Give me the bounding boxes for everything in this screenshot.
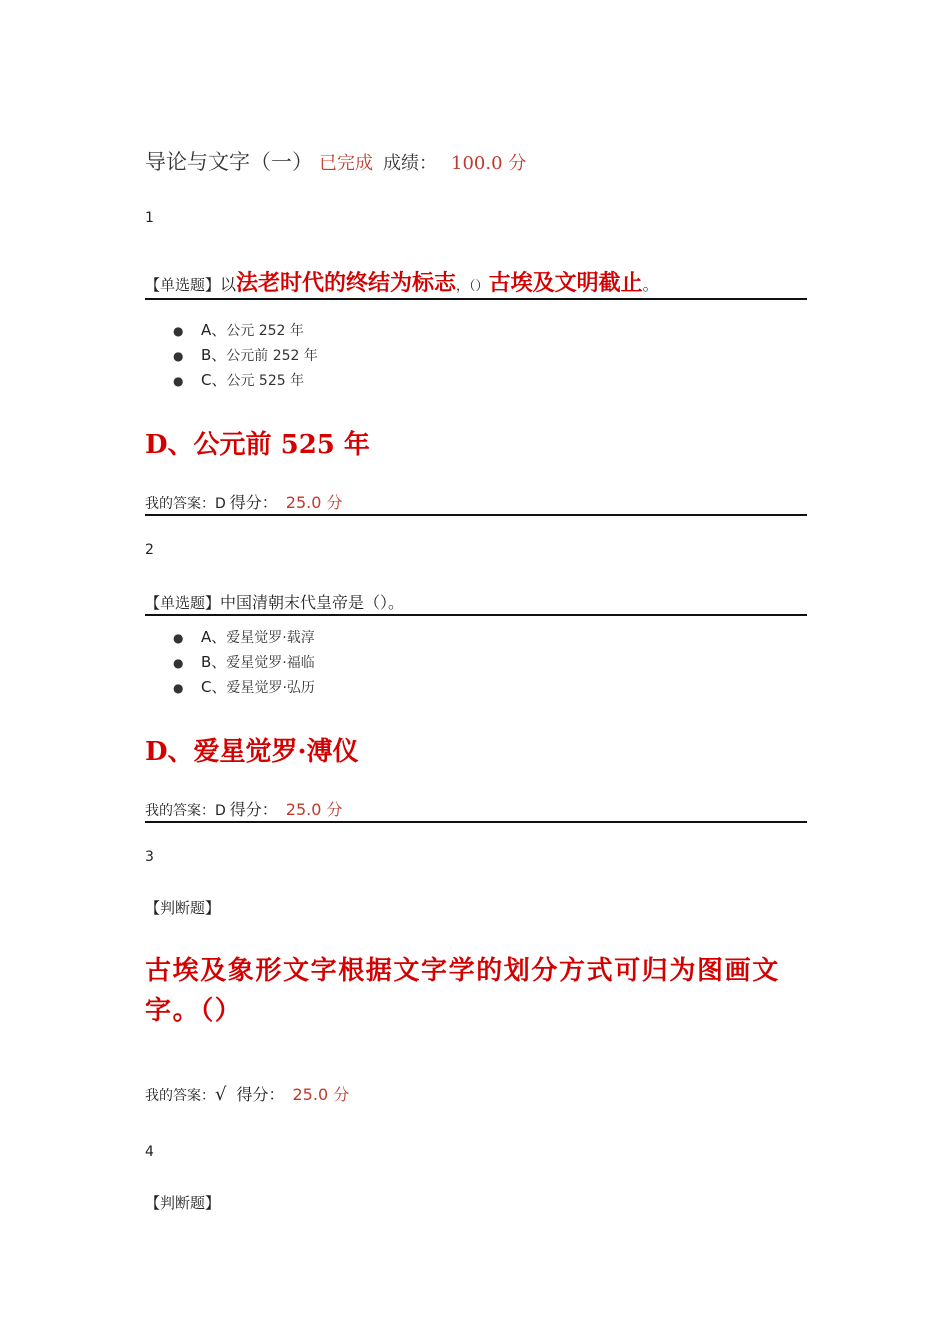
question-number: 3 <box>145 849 154 865</box>
option-key: A、 <box>201 628 227 646</box>
question-type-tag: 【判断题】 <box>145 899 221 917</box>
option-d-highlight[interactable]: D、公元前 525 年 <box>145 430 370 460</box>
option-text: 爱星觉罗·弘历 <box>226 680 315 696</box>
checkmark-icon: √ <box>215 1084 227 1105</box>
option-b[interactable] <box>173 650 315 675</box>
status-badge: 已完成 <box>319 153 373 174</box>
quiz-title: 导论与文字（一） <box>145 150 313 174</box>
option-list <box>173 318 318 393</box>
question-stem <box>145 590 807 616</box>
option-text: 公元 525 年 <box>226 373 305 389</box>
answer-value: D <box>215 496 226 512</box>
option-list <box>173 625 315 700</box>
points-label: 得分： <box>229 800 278 819</box>
bullet-icon: ● <box>173 324 184 338</box>
option-c[interactable] <box>173 368 318 393</box>
option-text: 爱星觉罗·载淳 <box>226 630 315 646</box>
stem-text: 中国清朝末代皇帝是（）。 <box>220 593 405 612</box>
option-text: 公元前 252 年 <box>226 348 318 364</box>
points-value: 25.0 分 <box>292 1085 350 1104</box>
question-stem <box>145 266 807 300</box>
option-key: B、 <box>201 346 227 364</box>
answer-label: 我的答案： <box>145 1088 215 1104</box>
answer-value: D <box>215 803 226 819</box>
stem-text: 以 <box>220 275 237 294</box>
option-key: C、 <box>201 678 227 696</box>
option-key: B、 <box>201 653 227 671</box>
question-stem: 古埃及象形文字根据文字学的划分方式可归为图画文字。（） <box>145 956 780 1026</box>
question-number: 1 <box>145 210 154 226</box>
bullet-icon: ● <box>173 631 184 645</box>
stem-text: ，（） <box>456 279 489 294</box>
answer-line <box>145 490 807 516</box>
points-value: 25.0 分 <box>285 800 343 819</box>
answer-line <box>145 797 807 823</box>
bullet-icon: ● <box>173 656 184 670</box>
stem-emphasis: 古埃及文明截止 <box>488 270 643 296</box>
option-key: A、 <box>201 321 227 339</box>
bullet-icon: ● <box>173 374 184 388</box>
option-text: 爱星觉罗·福临 <box>226 655 315 671</box>
answer-line <box>145 1082 807 1106</box>
option-key: C、 <box>201 371 227 389</box>
points-value: 25.0 分 <box>285 493 343 512</box>
question-type-tag: 【判断题】 <box>145 1194 221 1212</box>
option-text: 公元 252 年 <box>226 323 304 339</box>
bullet-icon: ● <box>173 681 184 695</box>
score-value: 100.0 分 <box>451 153 527 174</box>
quiz-header <box>145 146 526 176</box>
points-label: 得分： <box>229 493 278 512</box>
points-label: 得分： <box>236 1085 285 1104</box>
answer-label: 我的答案： <box>145 803 215 819</box>
question-type-tag: 【单选题】 <box>145 594 221 612</box>
question-number: 4 <box>145 1144 154 1160</box>
option-d-highlight[interactable]: D、爱星觉罗·溥仪 <box>145 737 359 767</box>
answer-label: 我的答案： <box>145 496 215 512</box>
score-label: 成绩： <box>383 153 437 174</box>
option-a[interactable] <box>173 318 318 343</box>
option-a[interactable] <box>173 625 315 650</box>
question-type-tag: 【单选题】 <box>145 276 221 294</box>
bullet-icon: ● <box>173 349 184 363</box>
option-c[interactable] <box>173 675 315 700</box>
stem-text: 。 <box>642 275 659 294</box>
option-b[interactable] <box>173 343 318 368</box>
stem-emphasis: 法老时代的终结为标志 <box>236 270 457 296</box>
question-number: 2 <box>145 542 154 558</box>
